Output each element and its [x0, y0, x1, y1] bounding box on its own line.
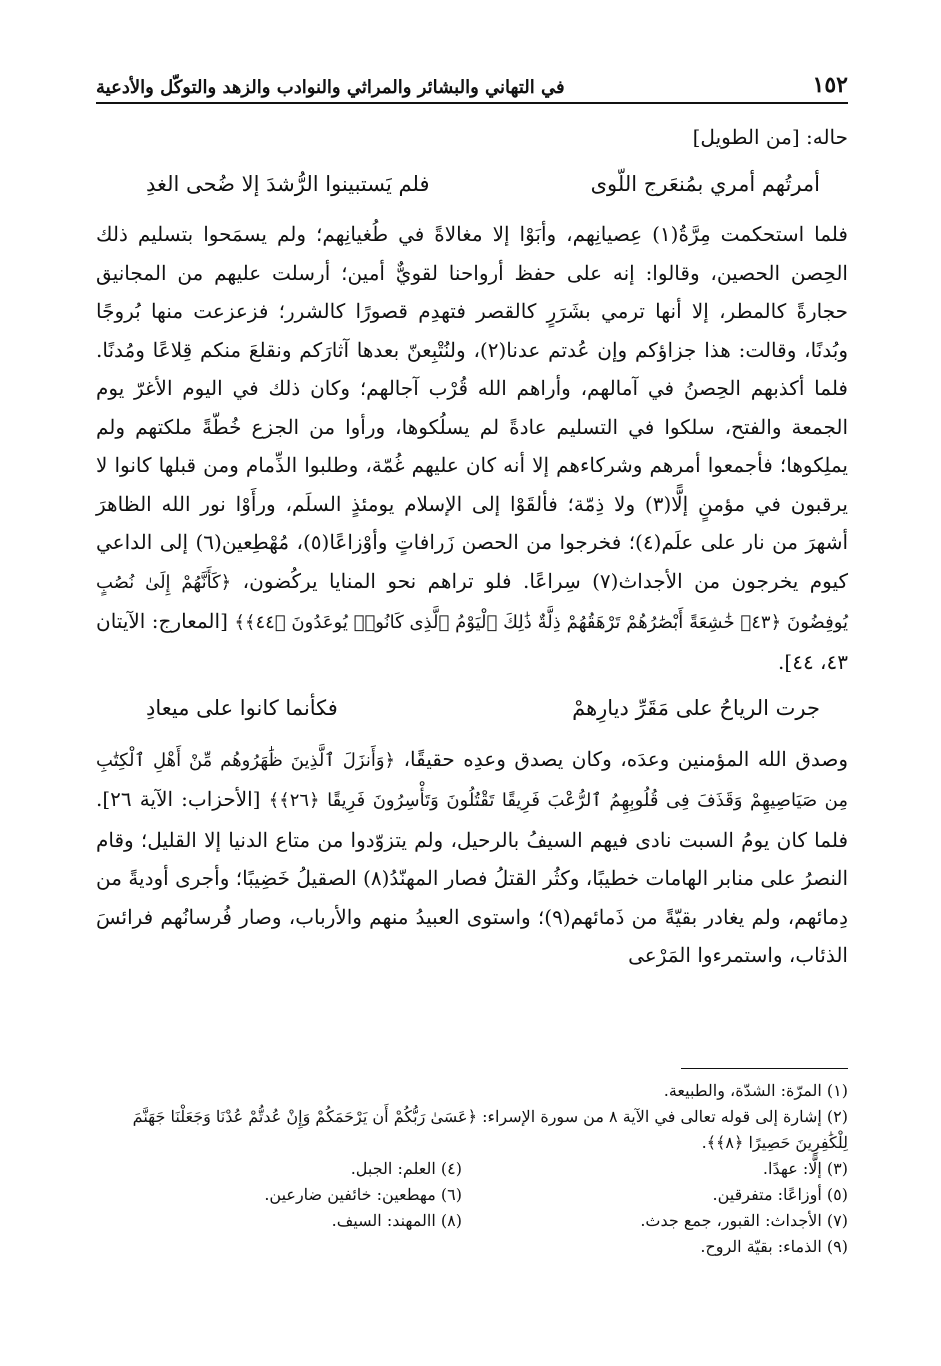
paragraph-2-start: وصدق الله المؤمنين وعدَه، وكان يصدق وعدِه حقيقًا، [403, 746, 849, 771]
footnote-8: (٨) االمهند: السيف. [331, 1211, 462, 1230]
footnote-1: (١) المرّة: الشدّة، والطبيعة. [663, 1081, 848, 1100]
paragraph-1 [96, 215, 848, 681]
footnote-5: (٥) أوزاعًا: متفرقين. [712, 1185, 848, 1204]
footnote-4: (٤) العلم: الجبل. [350, 1159, 462, 1178]
paragraph-2-end: فلما كان يومُ السبت نادى فيهم السيفُ بالرحيل، ولم يتزوّدوا من متاع الدنيا إلا القليل؛ وقام النصرُ على منابر الهامات خطيبًا، وكثُر القتلُ فصار المهنّدُ(٨) الصقيلُ خَضِيبًا؛ وأجرى أوديةً من دِمائهم، ولم يغادر بقيّةً من ذَمائهم(٩)؛ واستوى العبيدُ منهم والأرباب، وصار فُرسانُهم فرائسَ الذئاب، واستمرءوا المَرْعى [96, 827, 849, 967]
quran-ref-2: [الأحزاب: الآية ٢٦]. [96, 787, 261, 811]
footnote-7: (٧) الأجداث: القبور، جمع جدث. [640, 1211, 848, 1230]
main-text [96, 118, 848, 975]
page-number: ١٥٢ [812, 72, 848, 98]
footnote-9: (٩) الذماء: بقيّة الروح. [700, 1237, 848, 1256]
paragraph-1-text: فلما استحكمت مِرَّةُ(١) عِصيانِهم، وأبَوْا إلا مغالاةً في طُغيانِهم؛ ولم يسمَحوا بتسليم ذلك الحِصن الحصين، وقالوا: إنه على حفظ أرواحنا لقويٌّ أمين؛ أرسلت عليهم من المجانيق حجارةً كالمطر، إلا أنها ترمي بشَرَرٍ كالقصر فتهدِم قصورًا كالشرر؛ فزعزعت منها بُروجًا وبُدنًا، وقالت: هذا جزاؤكم وإن عُدتم عدنا(٢)، ولنُتْبِعنّ بعدها آثارَكم ونقلعَ منكم قِلاعًا ومُدنًا. فلما أكذبهم الحِصنُ في آمالهم، وأراهم الله قُرْب آجالهم؛ وكان ذلك في اليوم الأغرّ يوم الجمعة والفتح، سلكوا في التسليم عادةً لم يسلُكوها، ورأوا من الجزع خُطّةً ملكتهم ولم يملِكوها؛ فأجمعوا أمرهم وشركاءهم إلا أنه كان عليهم غُمّة، وطلبوا الذِّمام ومن قبلها كانوا لا يرقبون في مؤمنٍ إلًّا(٣) ولا ذِمّة؛ فألقَوْا إلى الإسلام يومئذٍ السلَم، ورأَوْا نور الله الظاهرَ أشهرَ من نار على علَم(٤)؛ فخرجوا من الحصن زَرافاتٍ وأوْزاعًا(٥)، مُهْطِعين(٦) إلى الداعي كيوم يخرجون من الأجداث(٧) سِراعًا. فلو تراهم نحو المنايا يركُضون، [96, 222, 849, 593]
verse-2-hemistich-1: جرت الرياحُ على مَقَرِّ ديارِهمْ [572, 696, 820, 720]
poem-verse-2 [96, 689, 848, 728]
poem-verse-1 [96, 165, 848, 204]
footnote-divider [681, 1068, 848, 1069]
quran-ref-1: [المعارج: الآيتان ٤٣، ٤٤]. [96, 609, 848, 674]
verse-2-hemistich-2: فكأنما كانوا على ميعادِ [146, 696, 338, 720]
footnote-6: (٦) مهطعين: خائفين ضارعين. [264, 1185, 462, 1204]
footnotes [96, 1078, 848, 1260]
meter-label: حاله: [من الطويل] [692, 125, 848, 149]
paragraph-2 [96, 740, 848, 975]
footnote-2: (٢) إشارة إلى قوله تعالى في الآية ٨ من سورة الإسراء: ﴿عَسَىٰ رَبُّكُمْ أَن يَرْحَمَكُمْ وَإِنْ عُدتُّمْ عُدْنَا وَجَعَلْنَا جَهَنَّمَ لِلْكَٰفِرِينَ حَصِيرًا ﴿٨﴾﴾. [132, 1107, 848, 1152]
running-title: في التهاني والبشائر والمراثي والنوادب والزهد والتوكّل والأدعية [96, 77, 565, 98]
verse-1-hemistich-1: أمرتُهم أمري بمُنعَرج اللّوى [590, 171, 820, 196]
quran-quote-2: ﴿وَأَنزَلَ ٱلَّذِينَ ظَٰهَرُوهُم مِّنْ أَهْلِ ٱلْكِتَٰبِ مِن صَيَاصِيهِمْ وَقَذَفَ فِى قُلُوبِهِمُ ٱلرُّعْبَ فَرِيقًا تَقْتُلُونَ وَتَأْسِرُونَ فَرِيقًا ﴿٢٦﴾﴾ [96, 749, 849, 811]
footnote-3: (٣) إلًّا: عهدًا. [762, 1159, 848, 1178]
footnote-grid [96, 1156, 848, 1234]
verse-1-hemistich-2: فلم يَستبينوا الرُّشدَ إلا ضُحى الغدِ [146, 171, 430, 196]
page-header [96, 58, 848, 104]
quran-quote-1: ﴿كَأَنَّهُمْ إِلَىٰ نُصُبٍ يُوفِضُونَ ﴿٤٣﴾ خَٰشِعَةً أَبْصَٰرُهُمْ تَرْهَقُهُمْ ذِلَّةٌ ذَٰلِكَ ٱلْيَوْمُ ٱلَّذِى كَانُوا۟ يُوعَدُونَ ﴿٤٤﴾﴾ [96, 571, 849, 633]
